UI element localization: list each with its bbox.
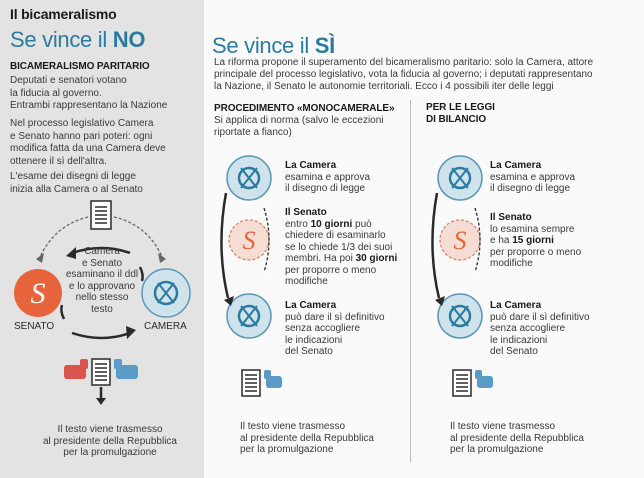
column-divider <box>410 100 411 462</box>
right-intro: La riforma propone il superamento del bicameralismo paritario: solo la Camera, attore principale del processo legislativo, vota la fiducia al governo; i deputati rappresentano la Nazione, il Senato le autonomie territoriali. Ecco i 4 possibili iter delle leggi <box>214 57 594 92</box>
left-para1: Deputati e senatori votano la fiducia al governo. Entrambi rappresentano la Nazione <box>10 75 168 111</box>
document-icon-col1 <box>242 370 260 396</box>
senato-label: SENATO <box>14 321 55 332</box>
document-icon-col2 <box>453 370 471 396</box>
right-heading: Se vince il SÌ <box>212 33 335 58</box>
col1-footer: Il testo viene trasmesso al presidente della Repubblica per la promulgazione <box>240 421 374 455</box>
document-icon <box>91 201 111 229</box>
col1-step2: Il Senato entro 10 giorni può chiedere di esaminarlo se lo chiede 1/3 dei suoi membri. Ha poi 30 giorni per proporre o meno modifiche <box>285 207 398 287</box>
left-center-text: Camera e Senato esaminano il ddl e lo approvano nello stesso testo <box>65 246 139 315</box>
left-para3: L'esame dei disegni di legge inizia alla Camera o al Senato <box>10 171 143 195</box>
left-para2: Nel processo legislativo Camera e Senato hanno pari poteri: ogni modifica fatta da una Camera deve ottenere il sì dell'altra. <box>10 118 166 167</box>
thumbs-up-blue-icon-col2 <box>475 370 493 388</box>
arrow-bottom-curve <box>72 333 130 338</box>
col2-step1: La Camera esamina e approva il disegno di legge <box>490 160 576 194</box>
thumbs-up-blue-icon <box>114 359 138 379</box>
senato-logo-icon: S <box>242 226 256 255</box>
document-bottom-icon <box>92 359 110 385</box>
senato-logo-icon: S <box>453 226 467 255</box>
left-heading: Se vince il NO <box>10 27 146 52</box>
main-title: Il bicameralismo <box>10 6 117 22</box>
col2-footer: Il testo viene trasmesso al presidente della Repubblica per la promulgazione <box>450 421 584 455</box>
col1-step3: La Camera può dare il sì definitivo senza accogliere le indicazioni del Senato <box>285 300 385 357</box>
camera-label: CAMERA <box>144 321 187 332</box>
left-footer: Il testo viene trasmesso al presidente della Repubblica per la promulgazione <box>43 424 177 458</box>
col2-step3: La Camera può dare il sì definitivo senza accogliere le indicazioni del Senato <box>490 300 590 357</box>
thumbs-up-red-icon <box>64 359 88 379</box>
senato-logo-icon: S <box>30 277 46 310</box>
col2-diagram <box>425 148 495 408</box>
thumbs-up-blue-icon-col1 <box>264 370 282 388</box>
flow-arrow-1 <box>221 193 228 298</box>
left-section-title: BICAMERALISMO PARITARIO <box>10 61 150 72</box>
col1-title: PROCEDIMENTO «MONOCAMERALE» <box>214 103 395 114</box>
col1-step1: La Camera esamina e approva il disegno di legge <box>285 160 371 194</box>
col2-step2: Il Senato lo esamina sempre e ha 15 giorni per proporre o meno modifiche <box>490 212 582 269</box>
col1-diagram <box>214 148 284 408</box>
flow-arrow-2 <box>432 193 439 298</box>
col1-subtitle: Si applica di norma (salvo le eccezioni riportate a fianco) <box>214 115 384 138</box>
col2-title: PER LE LEGGI DI BILANCIO <box>426 102 495 125</box>
